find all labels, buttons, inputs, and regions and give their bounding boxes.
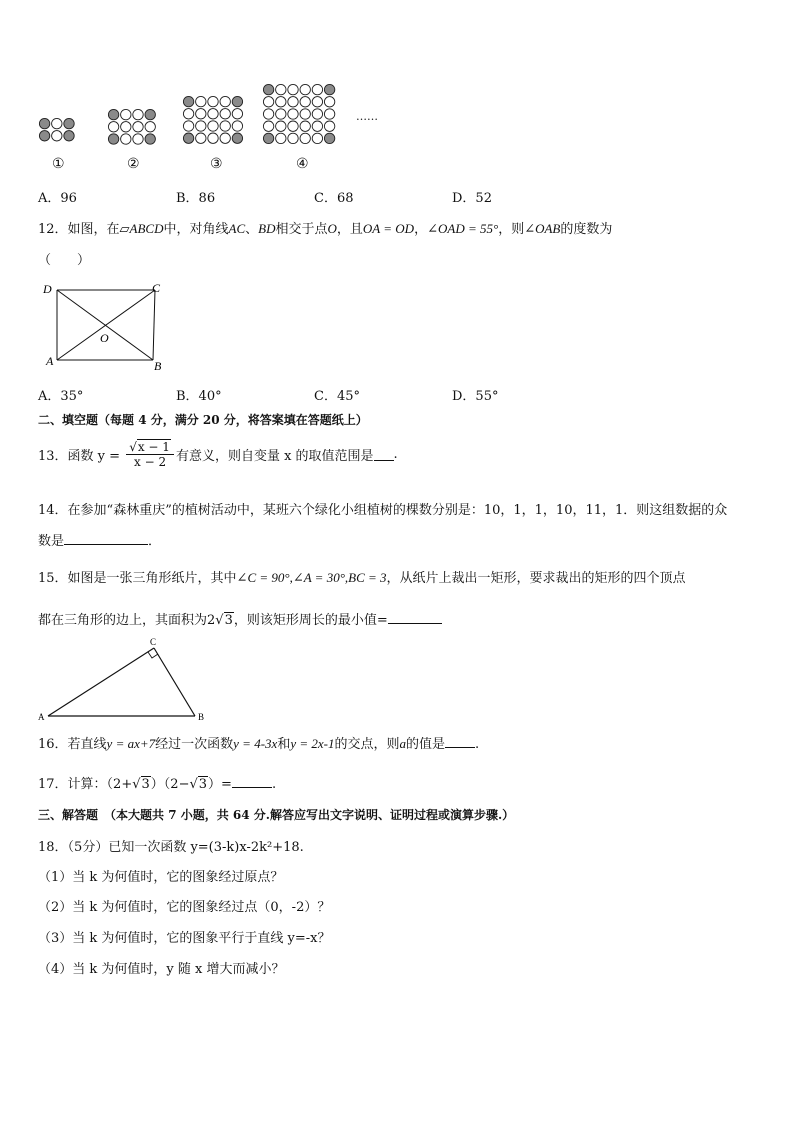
q12-parallelogram: ▱ABCD bbox=[119, 221, 164, 236]
q15-text: ，则该矩形周长的最小值= bbox=[233, 613, 388, 628]
choice-b[interactable]: B．86 bbox=[176, 191, 216, 206]
q16-var-a: a bbox=[399, 736, 406, 751]
pattern-circle bbox=[145, 134, 155, 144]
pattern-circle bbox=[263, 109, 273, 119]
pattern-circle bbox=[183, 96, 193, 106]
choice-c[interactable]: C．45° bbox=[314, 389, 360, 404]
pattern-circle bbox=[300, 133, 310, 143]
pattern-circle bbox=[263, 133, 273, 143]
pattern-circle bbox=[183, 109, 193, 119]
pattern-circle bbox=[220, 133, 230, 143]
pattern-circle bbox=[276, 133, 286, 143]
choice-a[interactable]: A．35° bbox=[38, 389, 84, 404]
q12-answer-paren: （ ） bbox=[38, 253, 91, 268]
q12-text: ， bbox=[414, 222, 428, 237]
pattern-circle bbox=[263, 84, 273, 94]
q17-answer-blank[interactable] bbox=[232, 775, 272, 788]
pattern-circle bbox=[196, 133, 206, 143]
section-note: （本大题共 7 小题，共 64 分.解答应写出文字说明、证明过程或演算步骤.） bbox=[104, 808, 515, 822]
q16 bbox=[38, 733, 479, 752]
pattern-circle bbox=[312, 121, 322, 131]
pattern-circle bbox=[300, 109, 310, 119]
pattern-circle bbox=[263, 121, 273, 131]
q16-text: 和 bbox=[277, 737, 291, 752]
q15-text: ，从纸片上裁出一矩形，要求裁出的矩形的四个顶点 bbox=[386, 571, 686, 586]
pattern-circle bbox=[183, 121, 193, 131]
q12-text: 、 bbox=[245, 222, 259, 237]
pattern-circle bbox=[276, 97, 286, 107]
q16-end: . bbox=[475, 737, 480, 752]
pattern-circle bbox=[64, 131, 74, 141]
q15-line2: 都在三角形的边上，其面积为2√3，则该矩形周长的最小值= bbox=[38, 609, 442, 628]
q13-fraction bbox=[126, 440, 174, 469]
q16-text: 的交点，则 bbox=[334, 737, 400, 752]
pattern-label-2: ② bbox=[127, 156, 140, 172]
q12-text: 中，对角线 bbox=[163, 222, 229, 237]
pattern-circle bbox=[145, 109, 155, 119]
pattern-circle bbox=[196, 121, 206, 131]
label-a: A bbox=[46, 354, 54, 368]
q12-var-o: O bbox=[327, 221, 337, 236]
q12-var-bd: BD bbox=[258, 221, 276, 236]
q13-suffix: 有意义，则自变量 x 的取值范围是 bbox=[175, 449, 374, 464]
pattern-circle bbox=[52, 131, 62, 141]
q12-angle2: ∠OAB bbox=[524, 221, 561, 236]
q16-answer-blank[interactable] bbox=[445, 735, 475, 748]
pattern-circle bbox=[108, 109, 118, 119]
q14-line1: 14．在参加“森林重庆”的植树活动中，某班六个绿化小组植树的棵数分别是：10，1，1，10，11，1．则这组数据的众 bbox=[38, 503, 728, 518]
q12-text: 的度数为 bbox=[560, 222, 613, 237]
q15-text: 15．如图是一张三角形纸片，其中 bbox=[38, 571, 237, 586]
pattern-circle bbox=[39, 131, 49, 141]
pattern-circle bbox=[324, 109, 334, 119]
q16-text: 16．若直线 bbox=[38, 737, 107, 752]
pattern-circle bbox=[133, 122, 143, 132]
q17-text: ）= bbox=[208, 777, 232, 792]
pattern-circle bbox=[276, 109, 286, 119]
q18-part-3: （3）当 k 为何值时，它的图象平行于直线 y=-x？ bbox=[38, 931, 331, 946]
q15-line1 bbox=[38, 567, 686, 586]
q18-part-1: （1）当 k 为何值时，它的图象经过原点？ bbox=[38, 870, 284, 885]
pattern-circle bbox=[300, 121, 310, 131]
pattern-circle bbox=[208, 109, 218, 119]
pattern-circle bbox=[232, 121, 242, 131]
pattern-label-3: ③ bbox=[210, 156, 223, 172]
q17-root: 3 bbox=[198, 777, 208, 792]
pattern-circle bbox=[312, 109, 322, 119]
pattern-circle bbox=[312, 133, 322, 143]
q13-answer-blank[interactable] bbox=[374, 448, 394, 461]
pattern-circle bbox=[39, 118, 49, 128]
q16-text: 经过一次函数 bbox=[155, 737, 234, 752]
q17-root: 3 bbox=[141, 777, 150, 792]
q12-text: ，则 bbox=[498, 222, 525, 237]
q17-end: . bbox=[271, 777, 277, 792]
pattern-circle bbox=[183, 133, 193, 143]
q12-angle: ∠OAD = 55° bbox=[427, 221, 499, 236]
q16-line-eq: y = ax+7 bbox=[106, 736, 156, 751]
pattern-circle bbox=[232, 96, 242, 106]
pattern-circle bbox=[324, 97, 334, 107]
triangle-figure bbox=[30, 632, 220, 724]
pattern-circle bbox=[300, 84, 310, 94]
label-c: C bbox=[150, 637, 157, 647]
pattern-circle bbox=[324, 121, 334, 131]
q17: 17．计算：（2+√3）（2−√3）= . bbox=[38, 777, 277, 792]
q16-func2: y = 2x-1 bbox=[290, 736, 335, 751]
pattern-circle bbox=[145, 122, 155, 132]
label-a: A bbox=[38, 712, 45, 722]
q14-text: 数是 bbox=[38, 534, 65, 549]
section-title: 二、填空题 bbox=[38, 413, 99, 427]
q15-area-root: 3 bbox=[224, 613, 233, 628]
q13-denominator: x − 2 bbox=[134, 455, 167, 469]
pattern-circle bbox=[288, 84, 298, 94]
section-title: 三、解答题 bbox=[38, 808, 99, 822]
label-o: O bbox=[100, 331, 109, 345]
choice-d[interactable]: D．52 bbox=[452, 191, 492, 206]
section-2-heading bbox=[38, 411, 368, 428]
pattern-circle bbox=[220, 109, 230, 119]
q12-text: 12．如图，在 bbox=[38, 222, 120, 237]
q14-answer-blank[interactable] bbox=[64, 532, 148, 545]
q12-text: 相交于点 bbox=[275, 222, 328, 237]
pattern-circle bbox=[312, 97, 322, 107]
pattern-circle bbox=[232, 109, 242, 119]
pattern-circle bbox=[288, 133, 298, 143]
pattern-circle bbox=[196, 109, 206, 119]
pattern-circle bbox=[108, 122, 118, 132]
q12-text: ，且 bbox=[336, 222, 363, 237]
q18-part-4: （4）当 k 为何值时，y 随 x 增大而减小？ bbox=[38, 962, 285, 977]
q17-text: 17．计算：（2+ bbox=[38, 777, 133, 792]
label-d: D bbox=[43, 282, 52, 296]
q15-conditions: ∠C = 90°,∠A = 30°,BC = 3 bbox=[236, 570, 387, 585]
pattern-circle bbox=[196, 96, 206, 106]
q15-area-coef: 2 bbox=[207, 613, 216, 628]
pattern-circle bbox=[64, 118, 74, 128]
q14-end: ． bbox=[148, 534, 162, 549]
choice-b[interactable]: B．40° bbox=[176, 389, 222, 404]
pattern-circle bbox=[121, 109, 131, 119]
pattern-circle bbox=[121, 122, 131, 132]
pattern-circle bbox=[324, 133, 334, 143]
section-3-heading bbox=[38, 806, 514, 823]
pattern-circle bbox=[133, 134, 143, 144]
pattern-circle bbox=[288, 97, 298, 107]
q12-eq: OA = OD bbox=[362, 221, 415, 236]
pattern-label-4: ④ bbox=[296, 156, 309, 172]
parallelogram-figure bbox=[38, 278, 173, 373]
pattern-circle bbox=[276, 84, 286, 94]
q12-var-ac: AC bbox=[228, 221, 246, 236]
q15-answer-blank[interactable] bbox=[388, 611, 442, 624]
pattern-circle bbox=[288, 109, 298, 119]
q15-text: 都在三角形的边上，其面积为 bbox=[38, 613, 208, 628]
q16-func1: y = 4-3x bbox=[233, 736, 278, 751]
q13-end: . bbox=[393, 447, 398, 462]
pattern-circle bbox=[232, 133, 242, 143]
pattern-circle bbox=[300, 97, 310, 107]
pattern-circle bbox=[52, 118, 62, 128]
section-note: （每题 4 分，满分 20 分，将答案填在答题纸上） bbox=[98, 413, 368, 427]
choice-c[interactable]: C．68 bbox=[314, 191, 354, 206]
pattern-circle bbox=[312, 84, 322, 94]
pattern-circle bbox=[133, 109, 143, 119]
q13-numerator: √x − 1 bbox=[126, 440, 174, 455]
choice-a[interactable]: A．96 bbox=[38, 191, 77, 206]
q13 bbox=[38, 440, 398, 469]
pattern-circle bbox=[288, 121, 298, 131]
pattern-circle bbox=[208, 96, 218, 106]
q18-stem: 18．（5分）已知一次函数 y=(3-k)x-2k²+18. bbox=[38, 840, 304, 855]
q18-part-2: （2）当 k 为何值时，它的图象经过点（0，-2）？ bbox=[38, 900, 331, 915]
q12-stem bbox=[38, 218, 612, 237]
q14-line2 bbox=[38, 530, 161, 549]
pattern-circle bbox=[121, 134, 131, 144]
q17-text: ）（2− bbox=[150, 777, 190, 792]
pattern-circle bbox=[208, 121, 218, 131]
q13-prefix: 13．函数 y = bbox=[38, 449, 125, 464]
pattern-circle bbox=[208, 133, 218, 143]
pattern-circle bbox=[108, 134, 118, 144]
pattern-circle bbox=[220, 121, 230, 131]
pattern-circle bbox=[263, 97, 273, 107]
pattern-circle bbox=[220, 96, 230, 106]
label-b: B bbox=[198, 712, 205, 722]
pattern-ellipsis: …… bbox=[356, 110, 378, 123]
label-b: B bbox=[154, 359, 162, 373]
pattern-label-1: ① bbox=[52, 156, 65, 172]
label-c: C bbox=[152, 281, 161, 295]
q16-text: 的值是 bbox=[406, 737, 446, 752]
pattern-circle bbox=[324, 84, 334, 94]
choice-d[interactable]: D．55° bbox=[452, 389, 499, 404]
pattern-circle bbox=[276, 121, 286, 131]
